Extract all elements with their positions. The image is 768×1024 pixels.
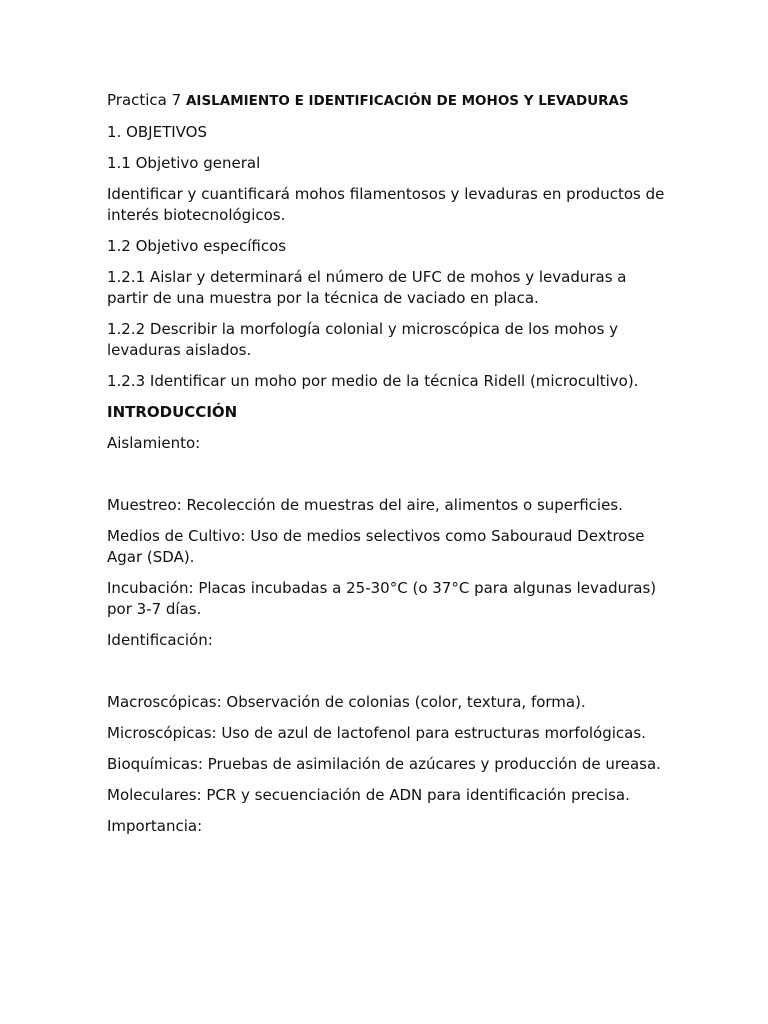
isolation-label: Aislamiento: [107,434,201,452]
document-page [107,90,672,847]
identification-item-microscopic: Microscópicas: Uso de azul de lactofenol para estructuras morfológicas. [107,724,646,742]
identification-label: Identificación: [107,631,213,649]
identification-item-macroscopic: Macroscópicas: Observación de colonias (color, textura, forma). [107,693,586,711]
isolation-item-media: Medios de Cultivo: Uso de medios selectivos como Sabouraud Dextrose Agar (SDA). [107,527,645,566]
specific-objective-2: 1.2.2 Describir la morfología colonial y microscópica de los mohos y levaduras aislados. [107,320,619,359]
document-title [107,90,672,112]
identification-item-molecular: Moleculares: PCR y secuenciación de ADN para identificación precisa. [107,786,630,804]
isolation-item-incubation: Incubación: Placas incubadas a 25-30°C (o 37°C para algunas levaduras) por 3-7 días. [107,579,657,618]
specific-objective-1: 1.2.1 Aislar y determinará el número de UFC de mohos y levaduras a partir de una muestra por la técnica de vaciado en placa. [107,268,627,307]
specific-objectives-heading: 1.2 Objetivo específicos [107,237,287,255]
blank-line [107,464,672,495]
objectives-heading: 1. OBJETIVOS [107,123,207,141]
specific-objective-3: 1.2.3 Identificar un moho por medio de la técnica Ridell (microcultivo). [107,372,639,390]
blank-line [107,661,672,692]
general-objective-text: Identificar y cuantificará mohos filamentosos y levaduras en productos de interés biotecnológicos. [107,185,665,224]
title-main: AISLAMIENTO E IDENTIFICACIÓN DE MOHOS Y LEVADURAS [185,93,629,109]
introduction-heading: INTRODUCCIÓN [107,403,238,421]
isolation-item-sampling: Muestreo: Recolección de muestras del aire, alimentos o superficies. [107,496,623,514]
importance-label: Importancia: [107,817,203,835]
general-objective-heading: 1.1 Objetivo general [107,154,261,172]
identification-item-biochemical: Bioquímicas: Pruebas de asimilación de azúcares y producción de ureasa. [107,755,661,773]
title-lead: Practica 7 [107,91,182,109]
